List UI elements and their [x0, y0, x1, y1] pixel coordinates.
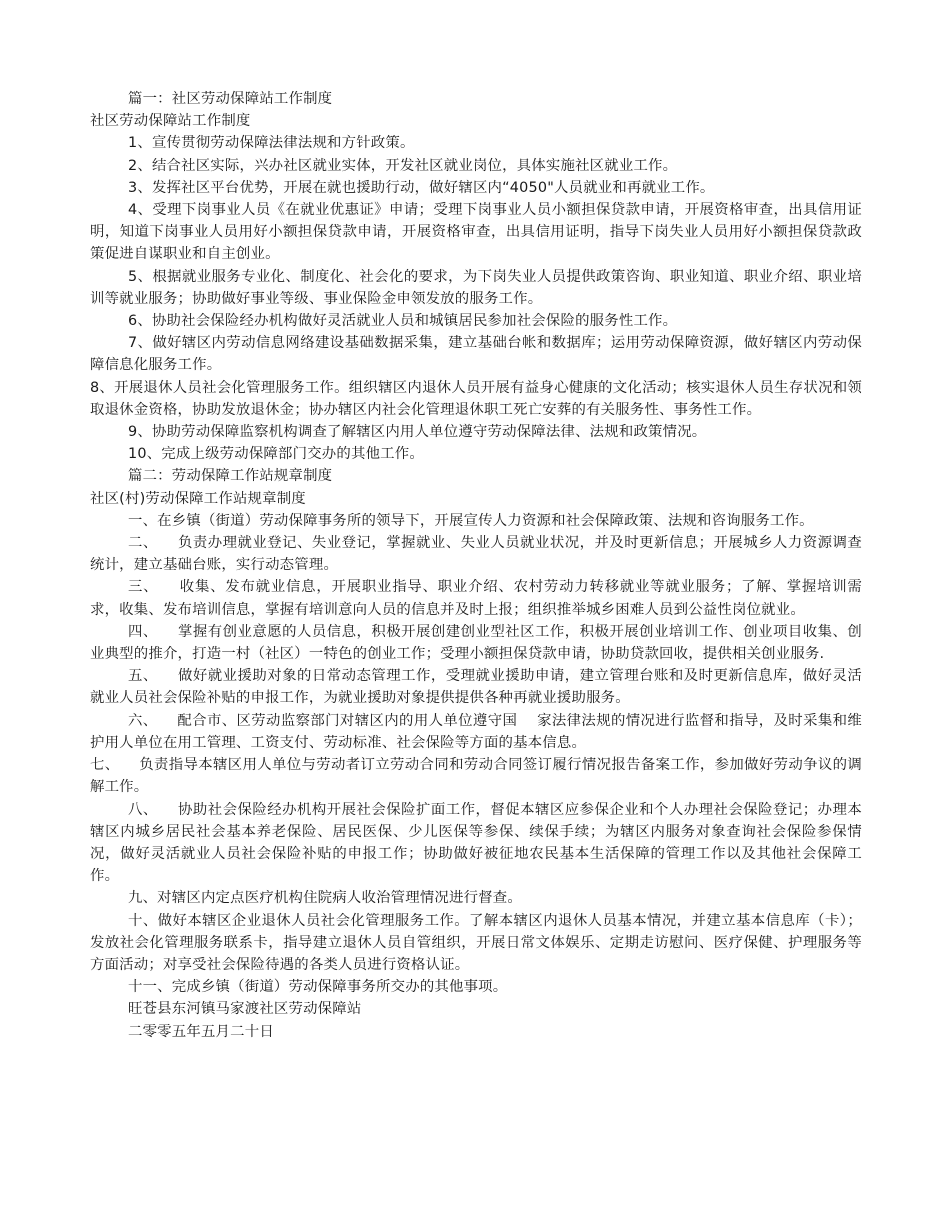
paragraph: 4、受理下岗事业人员《在就业优惠证》申请；受理下岗事业人员小额担保贷款申请，开展资格审查，出具信用证明，知道下岗事业人员用好小额担保贷款申请，开展资格审查，出具信用证明，指导下岗失业人员用好小额担保贷款政策促进自谋职业和自主创业。: [90, 202, 862, 263]
paragraph: 十一、完成乡镇（街道）劳动保障事务所交办的其他事项。: [128, 979, 508, 996]
section-heading-1: 篇一：社区劳动保障站工作制度: [128, 91, 333, 107]
paragraph: 7、做好辖区内劳动信息网络建设基础数据采集，建立基础台帐和数据库；运用劳动保障资源，做好辖区内劳动保障信息化服务工作。: [90, 335, 862, 374]
paragraph: 五、 做好就业援助对象的日常动态管理工作，受理就业援助申请，建立管理台账和及时更新信息库，做好灵活就业人员社会保险补贴的申报工作，为就业援助对象提供提供各种再就业援助服务。: [90, 668, 862, 707]
paragraph: 5、根据就业服务专业化、制度化、社会化的要求，为下岗失业人员提供政策咨询、职业知道、职业介绍、职业培训等就业服务；协助做好事业等级、事业保险金申领发放的服务工作。: [90, 268, 862, 307]
paragraph: 8、开展退休人员社会化管理服务工作。组织辖区内退休人员开展有益身心健康的文化活动；核实退休人员生存状况和领取退休金资格，协助发放退休金；协办辖区内社会化管理退休职工死亡安葬的有关服务性、事务性工作。: [90, 379, 862, 418]
paragraph: 10、完成上级劳动保障部门交办的其他工作。: [128, 446, 424, 463]
signature-date: 二零零五年五月二十日: [128, 1023, 274, 1040]
paragraph: 2、结合社区实际，兴办社区就业实体，开发社区就业岗位，具体实施社区就业工作。: [128, 157, 678, 174]
paragraph: 3、发挥社区平台优势，开展在就也援助行动，做好辖区内“4050"人员就业和再就业工作。: [128, 179, 715, 196]
paragraph: 一、在乡镇（街道）劳动保障事务所的领导下，开展宣传人力资源和社会保障政策、法规和咨询服务工作。: [128, 512, 814, 529]
paragraph: 十、做好本辖区企业退休人员社会化管理服务工作。了解本辖区内退休人员基本情况，并建立基本信息库（卡）；发放社会化管理服务联系卡，指导建立退休人员自管组织，开展日常文体娱乐、定期走访慰问、医疗保健、护理服务等方面活动；对享受社会保险待遇的各类人员进行资格认证。: [90, 912, 862, 973]
section-heading-2: 篇二：劳动保障工作站规章制度: [128, 468, 333, 485]
paragraph: 三、 收集、发布就业信息，开展职业指导、职业介绍、农村劳动力转移就业等就业服务；了解、掌握培训需求，收集、发布培训信息，掌握有培训意向人员的信息并及时上报；组织推举城乡困难人员到公益性岗位就业。: [90, 579, 862, 618]
paragraph: 1、宣传贯彻劳动保障法律法规和方针政策。: [128, 135, 415, 152]
paragraph: 八、 协助社会保险经办机构开展社会保险扩面工作，督促本辖区应参保企业和个人办理社会保险登记；办理本辖区内城乡居民社会基本养老保险、居民医保、少儿医保等参保、续保手续；为辖区内服务对象查询社会保险参保情况，做好灵活就业人员社会保险补贴的申报工作；协助做好被征地农民基本生活保障的管理工作以及其他社会保障工作。: [90, 801, 862, 885]
section-title-1: 社区劳动保障站工作制度: [90, 113, 251, 130]
signature-organization: 旺苍县东河镇马家渡社区劳动保障站: [128, 1001, 362, 1018]
paragraph: 四、 掌握有创业意愿的人员信息，积极开展创建创业型社区工作，积极开展创业培训工作、创业项目收集、创业典型的推介，打造一村（社区）一特色的创业工作；受理小额担保贷款申请，协助贷款回收，提供相关创业服务.: [90, 623, 862, 663]
paragraph: 七、 负责指导本辖区用人单位与劳动者订立劳动合同和劳动合同签订履行情况报告备案工作，参加做好劳动争议的调解工作。: [90, 757, 862, 796]
section-title-2: 社区(村)劳动保障工作站规章制度: [90, 490, 306, 507]
paragraph: 六、 配合市、区劳动监察部门对辖区内的用人单位遵守国 家法律法规的情况进行监督和指导，及时采集和维护用人单位在用工管理、工资支付、劳动标准、社会保险等方面的基本信息。: [90, 712, 862, 751]
paragraph: 九、对辖区内定点医疗机构住院病人收治管理情况进行督查。: [128, 890, 522, 907]
paragraph: 二、 负责办理就业登记、失业登记，掌握就业、失业人员就业状况，并及时更新信息；开展城乡人力资源调查统计，建立基础台账，实行动态管理。: [90, 535, 862, 574]
document-body: [90, 88, 862, 1043]
paragraph: 6、协助社会保险经办机构做好灵活就业人员和城镇居民参加社会保险的服务性工作。: [128, 313, 678, 330]
paragraph: 9、协助劳动保障监察机构调查了解辖区内用人单位遵守劳动保障法律、法规和政策情况。: [128, 424, 707, 441]
